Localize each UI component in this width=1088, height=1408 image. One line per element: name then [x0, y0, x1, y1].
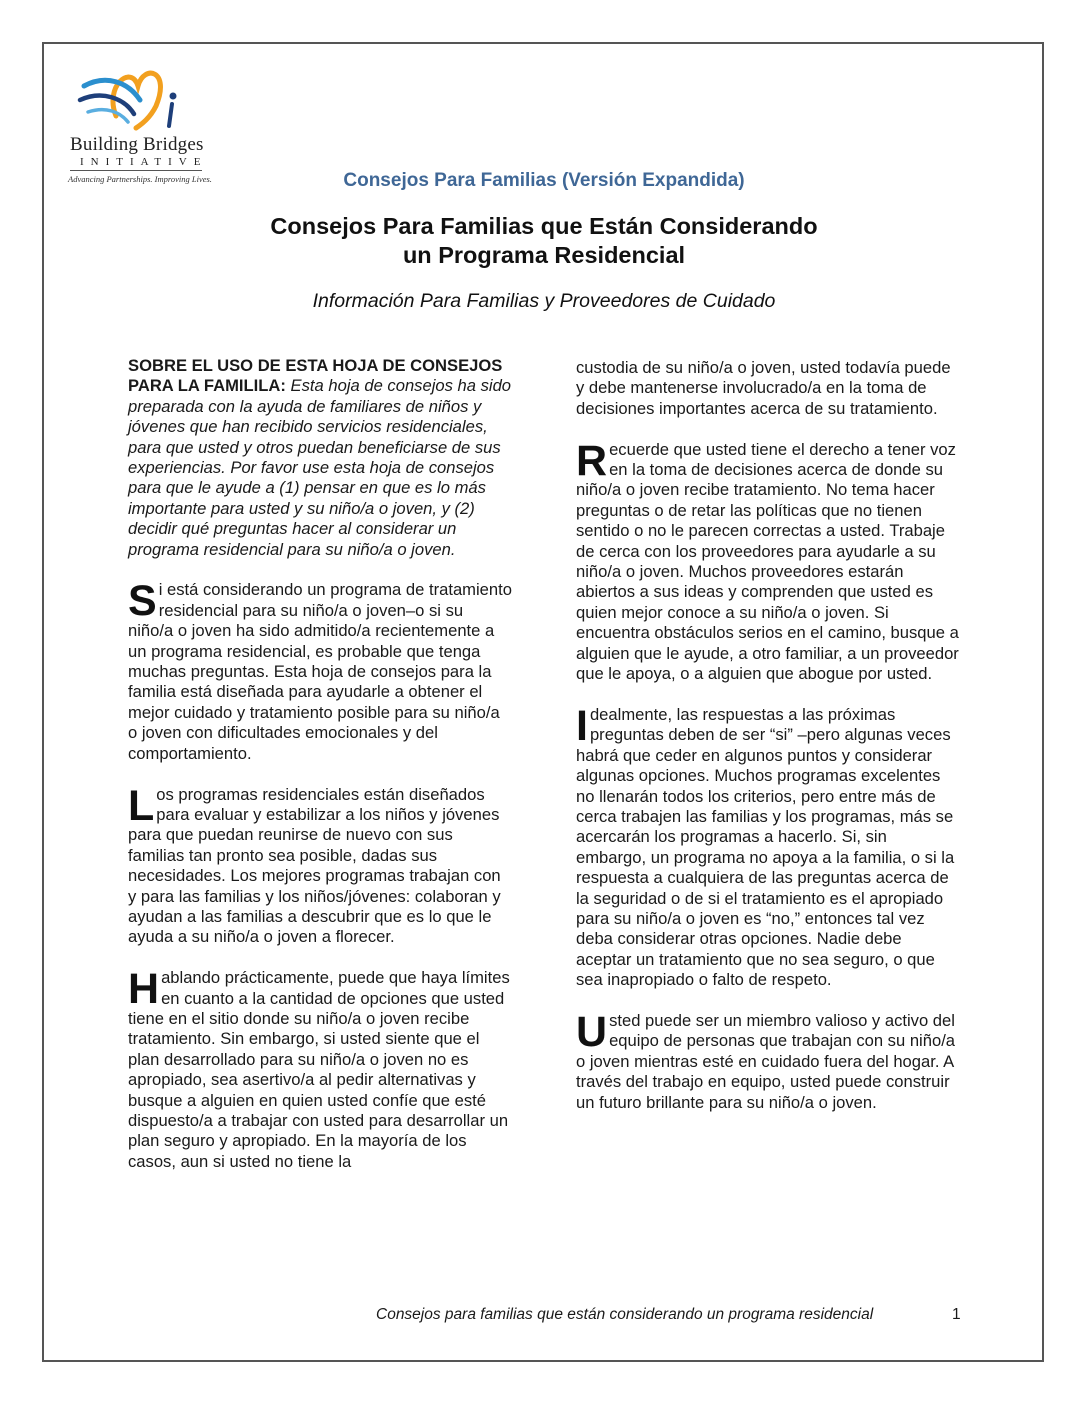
- logo-mark-icon: [76, 56, 196, 134]
- page-number: 1: [952, 1306, 961, 1323]
- paragraph-text: sted puede ser un miembro valioso y activo del equipo de personas que trabajan con su niño/a o joven mientras esté en cuidado fuera del hogar. A través del trabajo en equipo, usted puede construir un futuro brillante para su niño/a o joven.: [576, 1010, 956, 1112]
- title-line-1: Consejos Para Familias que Están Considerando: [270, 213, 818, 239]
- right-column: [576, 358, 960, 1133]
- page-title: [0, 212, 1088, 270]
- series-title-text: Consejos Para Familias (Versión Expandida): [343, 170, 745, 191]
- intro-text: Esta hoja de consejos ha sido preparada con la ayuda de familiares de niños y jóvenes que han recibido servicios residenciales, para que usted y otros puedan beneficiarse de sus experiencias. Por favor use esta hoja de consejos para que le ayude a (1) pensar en que es lo más importante para usted y su niño/a o joven, y (2) decidir qué preguntas hacer al considerar un programa residencial para su niño/a o joven.: [128, 376, 512, 559]
- paragraph-usted: [576, 1007, 960, 1113]
- footer-text: Consejos para familias que están considerando un programa residencial: [376, 1306, 874, 1323]
- left-column: [128, 356, 512, 1193]
- dropcap: I: [576, 701, 588, 750]
- paragraph-text: os programas residenciales están diseñados para evaluar y estabilizar a los niños y jóvenes para que puedan reunirse de nuevo con sus familias tan pronto sea posible, dadas sus necesidades. Los mejores programas trabajan con y para las familias y los niños/jóvenes: colaboran y ayudan a las familias a descubrir que es lo que le ayuda a su niño/a o joven a florecer.: [128, 784, 501, 947]
- paragraph-text: i está considerando un programa de tratamiento residencial para su niño/a o joven–o si su niño/a o joven ha sido admitido/a recientemente a un programa residencial, es probable que tenga muchas preguntas. Esta hoja de consejos para la familia está diseñada para ayudarle a obtener el mejor cuidado y tratamiento posible para su niño/a o joven con dificultades emocionales y del comportamiento.: [128, 580, 512, 763]
- page-subtitle: Información Para Familias y Proveedores de Cuidado: [312, 290, 776, 312]
- series-title: [0, 170, 1088, 192]
- dropcap: L: [128, 781, 155, 830]
- paragraph-text: dealmente, las respuestas a las próximas preguntas deben de ser “si” –pero algunas veces habrá que ceder en algunos puntos y considerar algunas opciones. Muchos programas excelentes no llenarán todos los criterios, pero entre más de cerca trabajen las familias y los programas, más se acercarán los programas a hacerlo. Si, sin embargo, un programa no apoya a la familia, o si la respuesta a cualquiera de las preguntas acerca de la seguridad o de si el tratamiento es el apropiado para su niño/a o joven es “no,” entonces tal vez deba considerar otras opciones. Nadie debe aceptar un tratamiento que no sea seguro, o que sea inapropiado o falto de respeto.: [576, 704, 955, 990]
- logo-tagline: Advancing Partnerships. Improving Lives.: [68, 174, 212, 184]
- dropcap: U: [576, 1007, 608, 1056]
- dropcap: H: [128, 965, 160, 1014]
- intro-paragraph: [128, 356, 512, 560]
- paragraph-custodia: custodia de su niño/a o joven, usted todavía puede y debe mantenerse involucrado/a en la toma de decisiones importantes acerca de su tratamiento.: [576, 358, 951, 418]
- paragraph-recuerde: [576, 436, 960, 685]
- paragraph-text: ecuerde que usted tiene el derecho a tener voz en la toma de decisiones acerca de donde su niño/a o joven recibe tratamiento. No tema hacer preguntas o de retar las políticas que no tienen sentido o no le parecen correctas a usted. Trabaje de cerca con los proveedores para ayudarle a su niño/a o joven. Muchos proveedores estarán abiertos a sus ideas y comprenden que usted es quien mejor conoce a su niño/a o joven. Si encuentra obstáculos serios en el camino, busque a alguien que le ayude, a otro familiar, a un proveedor que le apoya, o a alguien que abogue por usted.: [576, 439, 959, 684]
- paragraph-los: [128, 781, 512, 948]
- dropcap: S: [128, 577, 157, 626]
- logo-name: Building Bridges: [70, 134, 204, 155]
- intro-heading: SOBRE EL USO DE ESTA HOJA DE CONSEJOS PARA LA FAMILILA:: [128, 356, 503, 396]
- paragraph-si: [128, 577, 512, 764]
- paragraph-text: ablando prácticamente, puede que haya límites en cuanto a la cantidad de opciones que usted tiene en el sitio donde su niño/a o joven recibe tratamiento. Sin embargo, si usted siente que el plan desarrollado para su niño/a o joven no es apropiado, sea asertivo/a al pedir alternativas y busque a alguien en quien usted confíe que esté dispuesto/a a trabajar con usted para desarrollar un plan seguro y apropiado. En la mayoría de los casos, aun si usted no tiene la: [128, 968, 510, 1171]
- paragraph-hablando: [128, 965, 512, 1172]
- title-line-2: un Programa Residencial: [402, 242, 686, 268]
- dropcap: R: [576, 436, 608, 485]
- logo-subname: INITIATIVE: [80, 156, 208, 168]
- paragraph-idealmente: [576, 701, 960, 991]
